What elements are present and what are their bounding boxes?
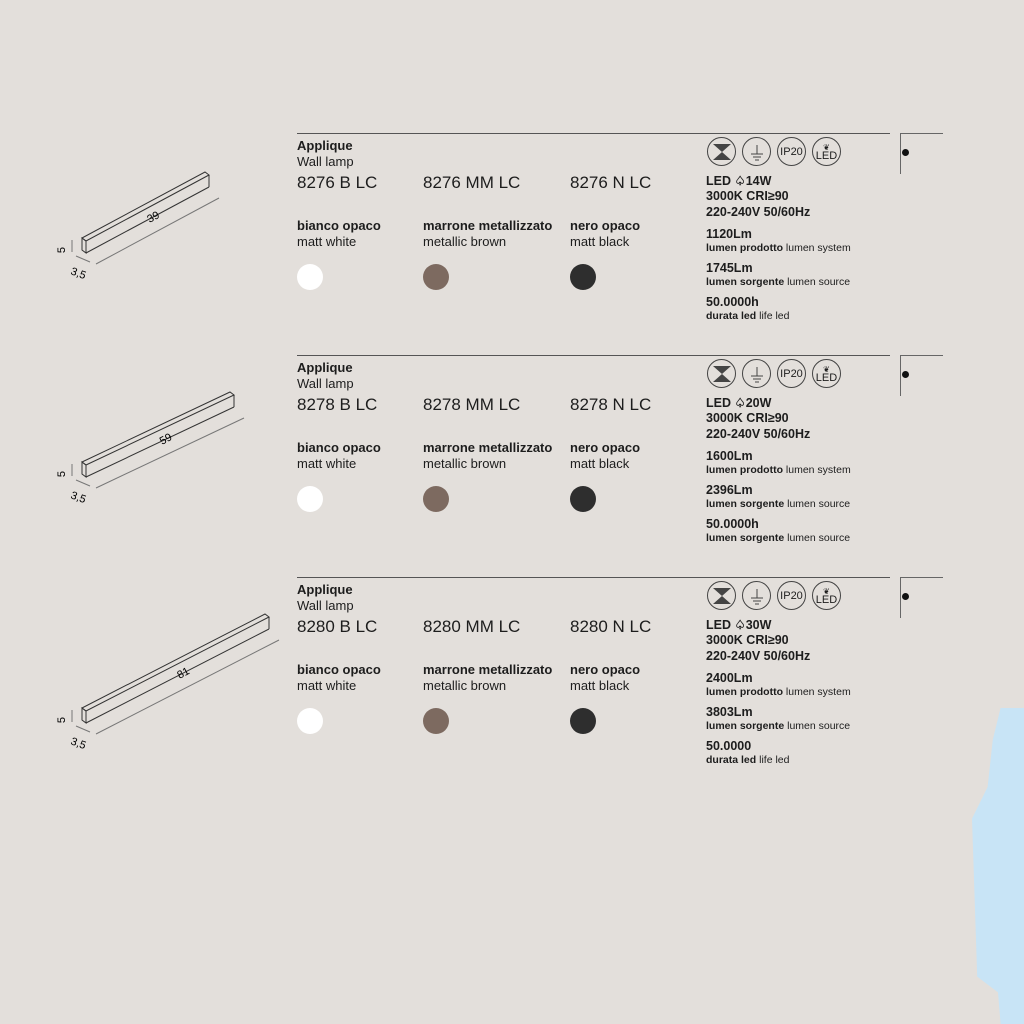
ip20-icon: IP20 (777, 137, 806, 166)
product-code: 8276 B LC (297, 173, 378, 192)
product-block (0, 577, 1024, 799)
voltage: 220-240V 50/60Hz (706, 649, 811, 663)
voltage: 220-240V 50/60Hz (706, 427, 811, 441)
product-type: Applique (297, 582, 353, 597)
finish-name-it: bianco opaco (297, 218, 381, 233)
product-code: 8276 MM LC (423, 173, 521, 192)
mount-dot-icon (902, 371, 909, 378)
power: 30W (745, 618, 772, 632)
product-type-en: Wall lamp (297, 154, 354, 169)
lumen-system-en: lumen system (785, 242, 851, 254)
finish-name-it: marrone metallizzato (423, 218, 553, 233)
dimension-depth: 3,5 (68, 265, 88, 283)
ground-icon (742, 359, 771, 388)
lamp-drawing (0, 577, 300, 799)
led-life-en: life led (759, 310, 790, 322)
power: 20W (745, 396, 772, 410)
finish-name-it: marrone metallizzato (423, 662, 553, 677)
ip20-icon: IP20 (777, 581, 806, 610)
dimension-length: 59 (157, 431, 175, 448)
product-code: 8276 N LC (570, 173, 652, 192)
ground-icon (742, 137, 771, 166)
lumen-source-it: lumen sorgente (706, 720, 785, 732)
lumen-system-en: lumen system (785, 464, 851, 476)
finish-swatch (423, 486, 449, 512)
product-code: 8280 B LC (297, 617, 378, 636)
led-life-en: lumen source (787, 532, 851, 544)
voltage: 220-240V 50/60Hz (706, 205, 811, 219)
mount-dot-icon (902, 149, 909, 156)
eco-led-icon: ❦ LED (812, 581, 841, 610)
dimension-height: 5 (56, 246, 68, 254)
led-life-en: life led (759, 754, 790, 766)
finish-swatch (423, 708, 449, 734)
product-code: 8278 MM LC (423, 395, 521, 414)
lumen-system-en: lumen system (785, 686, 851, 698)
color-temp: 3000K CRI≥90 (706, 633, 789, 647)
led-life-it: durata led (706, 754, 757, 766)
dimension-depth: 3,5 (68, 489, 88, 507)
dimension-depth: 3,5 (68, 735, 88, 753)
lumen-source-it: lumen sorgente (706, 498, 785, 510)
lumen-source: 3803Lm (706, 705, 753, 719)
finish-name-it: nero opaco (570, 662, 641, 677)
led-label: LED (706, 396, 731, 410)
led-life: 50.0000h (706, 295, 759, 309)
dimension-length: 81 (175, 665, 192, 682)
lumen-system: 2400Lm (706, 671, 753, 685)
mount-dot-icon (902, 593, 909, 600)
finish-name-en: matt black (570, 234, 630, 249)
product-code: 8280 N LC (570, 617, 652, 636)
lumen-source: 2396Lm (706, 483, 753, 497)
finish-swatch (297, 486, 323, 512)
finish-name-en: metallic brown (423, 456, 507, 471)
finish-swatch (423, 264, 449, 290)
finish-name-en: metallic brown (423, 678, 507, 693)
led-life: 50.0000h (706, 517, 759, 531)
hourglass-beam-icon (707, 359, 736, 388)
finish-swatch (297, 708, 323, 734)
color-temp: 3000K CRI≥90 (706, 189, 789, 203)
led-life-it: lumen sorgente (706, 532, 785, 544)
ip20-icon: IP20 (777, 359, 806, 388)
lumen-source-en: lumen source (787, 276, 851, 288)
finish-swatch (297, 264, 323, 290)
color-temp: 3000K CRI≥90 (706, 411, 789, 425)
finish-name-en: matt white (297, 234, 357, 249)
bulb-icon: ♤ (734, 396, 746, 410)
hourglass-beam-icon (707, 137, 736, 166)
lumen-source-en: lumen source (787, 498, 851, 510)
product-code: 8278 N LC (570, 395, 652, 414)
product-block (0, 133, 1024, 355)
finish-name-it: nero opaco (570, 218, 641, 233)
power: 14W (745, 174, 772, 188)
lumen-system-it: lumen prodotto (706, 464, 783, 476)
finish-name-it: marrone metallizzato (423, 440, 553, 455)
bulb-icon: ♤ (734, 618, 746, 632)
eco-led-icon: ❦ LED (812, 137, 841, 166)
finish-name-en: matt white (297, 456, 357, 471)
finish-name-it: bianco opaco (297, 662, 381, 677)
led-label: LED (706, 174, 731, 188)
divider (297, 577, 890, 578)
hourglass-beam-icon (707, 581, 736, 610)
product-type: Applique (297, 360, 353, 375)
product-type: Applique (297, 138, 353, 153)
ground-icon (742, 581, 771, 610)
product-code: 8280 MM LC (423, 617, 521, 636)
led-life: 50.0000 (706, 739, 752, 753)
finish-name-it: nero opaco (570, 440, 641, 455)
finish-swatch (570, 264, 596, 290)
divider (297, 133, 890, 134)
lumen-system-it: lumen prodotto (706, 242, 783, 254)
lamp-drawing (0, 133, 300, 355)
product-type-en: Wall lamp (297, 376, 354, 391)
lumen-source: 1745Lm (706, 261, 753, 275)
bulb-icon: ♤ (734, 174, 746, 188)
dimension-length: 39 (145, 209, 162, 226)
led-label: LED (706, 618, 731, 632)
lumen-source-it: lumen sorgente (706, 276, 785, 288)
lumen-source-en: lumen source (787, 720, 851, 732)
finish-swatch (570, 486, 596, 512)
finish-swatch (570, 708, 596, 734)
product-code: 8278 B LC (297, 395, 378, 414)
lumen-system: 1600Lm (706, 449, 753, 463)
lamp-drawing (0, 355, 300, 577)
finish-name-en: matt black (570, 456, 630, 471)
finish-name-en: matt black (570, 678, 630, 693)
product-block (0, 355, 1024, 577)
finish-name-it: bianco opaco (297, 440, 381, 455)
dimension-height: 5 (56, 716, 68, 724)
finish-name-en: metallic brown (423, 234, 507, 249)
lumen-system: 1120Lm (706, 227, 752, 241)
finish-name-en: matt white (297, 678, 357, 693)
product-type-en: Wall lamp (297, 598, 354, 613)
divider (297, 355, 890, 356)
eco-led-icon: ❦ LED (812, 359, 841, 388)
dimension-height: 5 (56, 470, 68, 478)
lumen-system-it: lumen prodotto (706, 686, 783, 698)
led-life-it: durata led (706, 310, 757, 322)
